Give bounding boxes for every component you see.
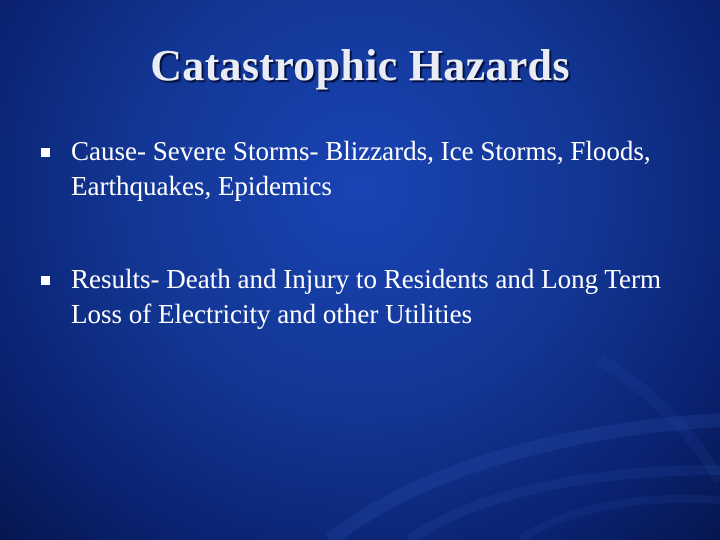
bullet-item-results (40, 262, 680, 332)
slide-title: Catastrophic Hazards (150, 41, 570, 90)
bullet-item-cause (40, 134, 680, 204)
square-bullet-icon (41, 276, 50, 285)
bullet-text-results: Results- Death and Injury to Residents and Long Term Loss of Electricity and other Utilities (71, 264, 662, 329)
square-bullet-icon (41, 148, 50, 157)
bullet-list (40, 134, 680, 390)
bullet-text-cause: Cause- Severe Storms- Blizzards, Ice Storms, Floods, Earthquakes, Epidemics (71, 136, 651, 201)
